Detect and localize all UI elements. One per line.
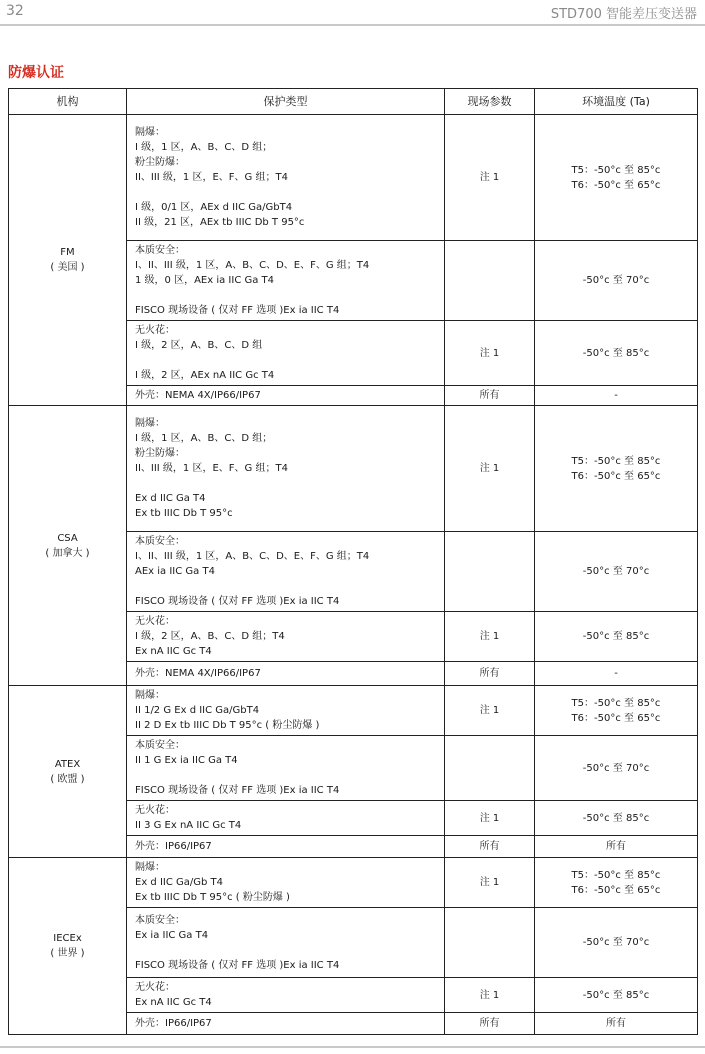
protection-type-non-incendive — [127, 612, 445, 662]
table-row — [9, 115, 698, 241]
protection-type-enclosure — [127, 386, 445, 406]
field-param-cell: 注 1 — [445, 321, 535, 386]
protection-line: I 级，2 区，A、B、C、D 组 — [135, 340, 263, 351]
field-param-cell: 注 1 — [445, 686, 535, 736]
org-region: ( 加拿大 ) — [45, 547, 90, 559]
protection-line: 隔爆： — [135, 690, 165, 701]
temp-line: - — [614, 390, 618, 401]
field-param-cell: 注 1 — [445, 801, 535, 836]
org-cell — [9, 406, 127, 686]
ambient-temp-cell — [535, 662, 698, 686]
protection-line: I 级，2 区，A、B、C、D 组；T4 — [135, 631, 285, 642]
temp-line: -50°c 至 70°c — [582, 762, 650, 774]
ambient-temp-cell — [535, 978, 698, 1013]
protection-line: 本质安全： — [135, 914, 185, 926]
protection-type-intrinsic-safety — [127, 908, 445, 978]
ambient-temp-cell — [535, 801, 698, 836]
page-header — [0, 0, 705, 24]
spacer — [135, 579, 440, 594]
field-param-cell — [445, 532, 535, 612]
ambient-temp-cell — [535, 612, 698, 662]
protection-line: I 级，1 区，A、B、C、D 组； — [135, 433, 273, 444]
temp-line: 所有 — [606, 841, 626, 852]
temp-line: - — [614, 668, 618, 679]
section-title: 防爆认证 — [8, 65, 64, 81]
protection-line: 无火花： — [135, 982, 175, 993]
protection-type-non-incendive — [127, 321, 445, 386]
protection-type-explosion-proof — [127, 686, 445, 736]
protection-line: 外壳：IP66/IP67 — [135, 1018, 212, 1029]
protection-line: 外壳：NEMA 4X/IP66/IP67 — [135, 668, 261, 679]
org-cell — [9, 686, 127, 858]
protection-line: FISCO 现场设备 ( 仅对 FF 选项 )Ex ia IIC T4 — [135, 785, 340, 796]
field-param-cell: 注 1 — [445, 115, 535, 241]
org-cell — [9, 115, 127, 406]
protection-line: II 级，21 区，AEx tb IIIC Db T 95°c — [135, 217, 305, 228]
protection-type-enclosure — [127, 662, 445, 686]
temp-line: -50°c 至 85°c — [582, 631, 650, 642]
protection-line: 本质安全： — [135, 245, 185, 256]
temp-line: -50°c 至 70°c — [582, 566, 650, 577]
protection-line: 本质安全： — [135, 536, 185, 547]
org-region: ( 世界 ) — [50, 948, 85, 959]
field-param-cell — [445, 908, 535, 978]
protection-line: 无火花： — [135, 805, 175, 816]
column-header-ambient-temp: 环境温度 (Ta) — [535, 89, 698, 115]
protection-line: II 1/2 G Ex d IIC Ga/GbT4 — [135, 705, 260, 716]
table-row — [9, 858, 698, 908]
ambient-temp-cell — [535, 736, 698, 801]
field-param-cell — [445, 736, 535, 801]
protection-line: 无火花： — [135, 325, 175, 336]
field-param-cell: 所有 — [445, 386, 535, 406]
org-region: ( 美国 ) — [50, 262, 85, 273]
org-name: FM — [60, 247, 75, 258]
protection-line: 本质安全： — [135, 740, 185, 751]
temp-line: -50°c 至 70°c — [582, 937, 650, 948]
protection-line: FISCO 现场设备 ( 仅对 FF 选项 )Ex ia IIC T4 — [135, 959, 340, 971]
protection-line: 外壳：IP66/IP67 — [135, 841, 212, 852]
protection-line: II、III 级，1 区，E、F、G 组；T4 — [135, 172, 288, 183]
protection-line: II、III 级，1 区，E、F、G 组；T4 — [135, 463, 288, 474]
org-cell — [9, 858, 127, 1035]
protection-type-non-incendive — [127, 978, 445, 1013]
temp-line: -50°c 至 85°c — [582, 347, 650, 359]
temp-line: -50°c 至 85°c — [582, 812, 650, 824]
temp-line: T6：-50°c 至 65°c — [571, 712, 661, 724]
protection-line: II 2 D Ex tb IIIC Db T 95°c ( 粉尘防爆 ) — [135, 720, 320, 731]
protection-line: I 级，0/1 区，AEx d IIC Ga/GbT4 — [135, 202, 293, 213]
column-header-protection: 保护类型 — [127, 89, 445, 115]
org-name: CSA — [57, 532, 78, 544]
protection-type-enclosure — [127, 1013, 445, 1035]
ambient-temp-cell — [535, 908, 698, 978]
table-header-row — [9, 89, 698, 115]
spacer — [135, 288, 440, 303]
protection-line: FISCO 现场设备 ( 仅对 FF 选项 )Ex ia IIC T4 — [135, 305, 340, 316]
protection-type-intrinsic-safety — [127, 241, 445, 321]
ambient-temp-cell — [535, 406, 698, 532]
protection-line: AEx ia IIC Ga T4 — [135, 566, 215, 577]
protection-line: Ex tb IIIC Db T 95°c ( 粉尘防爆 ) — [135, 892, 290, 903]
temp-line: T6：-50°c 至 65°c — [571, 179, 661, 191]
protection-line: Ex nA IIC Gc T4 — [135, 997, 212, 1008]
temp-line: T5：-50°c 至 85°c — [571, 164, 661, 176]
protection-line: 隔爆： — [135, 418, 165, 429]
protection-line: 粉尘防爆： — [135, 448, 185, 459]
spacer — [135, 476, 440, 491]
field-param-cell: 注 1 — [445, 858, 535, 908]
spacer — [135, 768, 440, 783]
temp-line: 所有 — [606, 1018, 626, 1029]
protection-line: I、II、III 级，1 区，A、B、C、D、E、F、G 组；T4 — [135, 551, 370, 562]
protection-line: 外壳：NEMA 4X/IP66/IP67 — [135, 390, 261, 401]
temp-line: T6：-50°c 至 65°c — [571, 470, 661, 482]
ambient-temp-cell — [535, 1013, 698, 1035]
protection-line: FISCO 现场设备 ( 仅对 FF 选项 )Ex ia IIC T4 — [135, 596, 340, 607]
temp-line: -50°c 至 70°c — [582, 275, 650, 286]
column-header-org: 机构 — [9, 89, 127, 115]
ambient-temp-cell — [535, 321, 698, 386]
footer-divider — [0, 1046, 705, 1048]
temp-line: T5：-50°c 至 85°c — [571, 869, 661, 881]
page-number: 32 — [6, 3, 24, 19]
protection-line: I 级，1 区，A、B、C、D 组； — [135, 142, 273, 153]
protection-line: 无火花： — [135, 616, 175, 627]
header-divider — [0, 24, 705, 26]
protection-type-enclosure — [127, 836, 445, 858]
ambient-temp-cell — [535, 241, 698, 321]
document-title: STD700 智能差压变送器 — [550, 7, 697, 22]
temp-line: T5：-50°c 至 85°c — [571, 697, 661, 709]
protection-line: I、II、III 级，1 区，A、B、C、D、E、F、G 组；T4 — [135, 260, 370, 271]
protection-type-explosion-proof — [127, 115, 445, 241]
protection-line: Ex d IIC Ga/Gb T4 — [135, 877, 223, 888]
protection-line: 隔爆： — [135, 127, 165, 138]
protection-line: I 级，2 区，AEx nA IIC Gc T4 — [135, 370, 275, 381]
protection-type-intrinsic-safety — [127, 532, 445, 612]
protection-line: 1 级，0 区，AEx ia IIC Ga T4 — [135, 275, 275, 286]
protection-type-explosion-proof — [127, 406, 445, 532]
field-param-cell: 注 1 — [445, 406, 535, 532]
ambient-temp-cell — [535, 386, 698, 406]
ambient-temp-cell — [535, 115, 698, 241]
protection-line: II 1 G Ex ia IIC Ga T4 — [135, 755, 238, 766]
field-param-cell — [445, 241, 535, 321]
spacer — [135, 353, 440, 368]
temp-line: T5：-50°c 至 85°c — [571, 455, 661, 467]
protection-line: Ex ia IIC Ga T4 — [135, 929, 209, 941]
temp-line: -50°c 至 85°c — [582, 989, 650, 1001]
protection-type-non-incendive — [127, 801, 445, 836]
protection-line: 隔爆： — [135, 862, 165, 873]
ambient-temp-cell — [535, 532, 698, 612]
column-header-field-param: 现场参数 — [445, 89, 535, 115]
table-row — [9, 686, 698, 736]
field-param-cell: 所有 — [445, 662, 535, 686]
protection-line: II 3 G Ex nA IIC Gc T4 — [135, 820, 242, 831]
explosion-proof-certification-table — [8, 88, 698, 1035]
protection-line: 粉尘防爆： — [135, 157, 185, 168]
protection-line: Ex tb IIIC Db T 95°c — [135, 508, 233, 519]
spacer — [135, 185, 440, 200]
org-region: ( 欧盟 ) — [50, 773, 85, 785]
ambient-temp-cell — [535, 858, 698, 908]
field-param-cell: 注 1 — [445, 612, 535, 662]
protection-line: Ex nA IIC Gc T4 — [135, 646, 212, 657]
protection-type-explosion-proof — [127, 858, 445, 908]
field-param-cell: 注 1 — [445, 978, 535, 1013]
table-row — [9, 406, 698, 532]
protection-type-intrinsic-safety — [127, 736, 445, 801]
ambient-temp-cell — [535, 686, 698, 736]
org-name: ATEX — [54, 758, 81, 770]
protection-line: Ex d IIC Ga T4 — [135, 493, 206, 504]
field-param-cell: 所有 — [445, 1013, 535, 1035]
org-name: IECEx — [53, 933, 82, 944]
spacer — [135, 943, 440, 958]
ambient-temp-cell — [535, 836, 698, 858]
field-param-cell: 所有 — [445, 836, 535, 858]
temp-line: T6：-50°c 至 65°c — [571, 884, 661, 896]
